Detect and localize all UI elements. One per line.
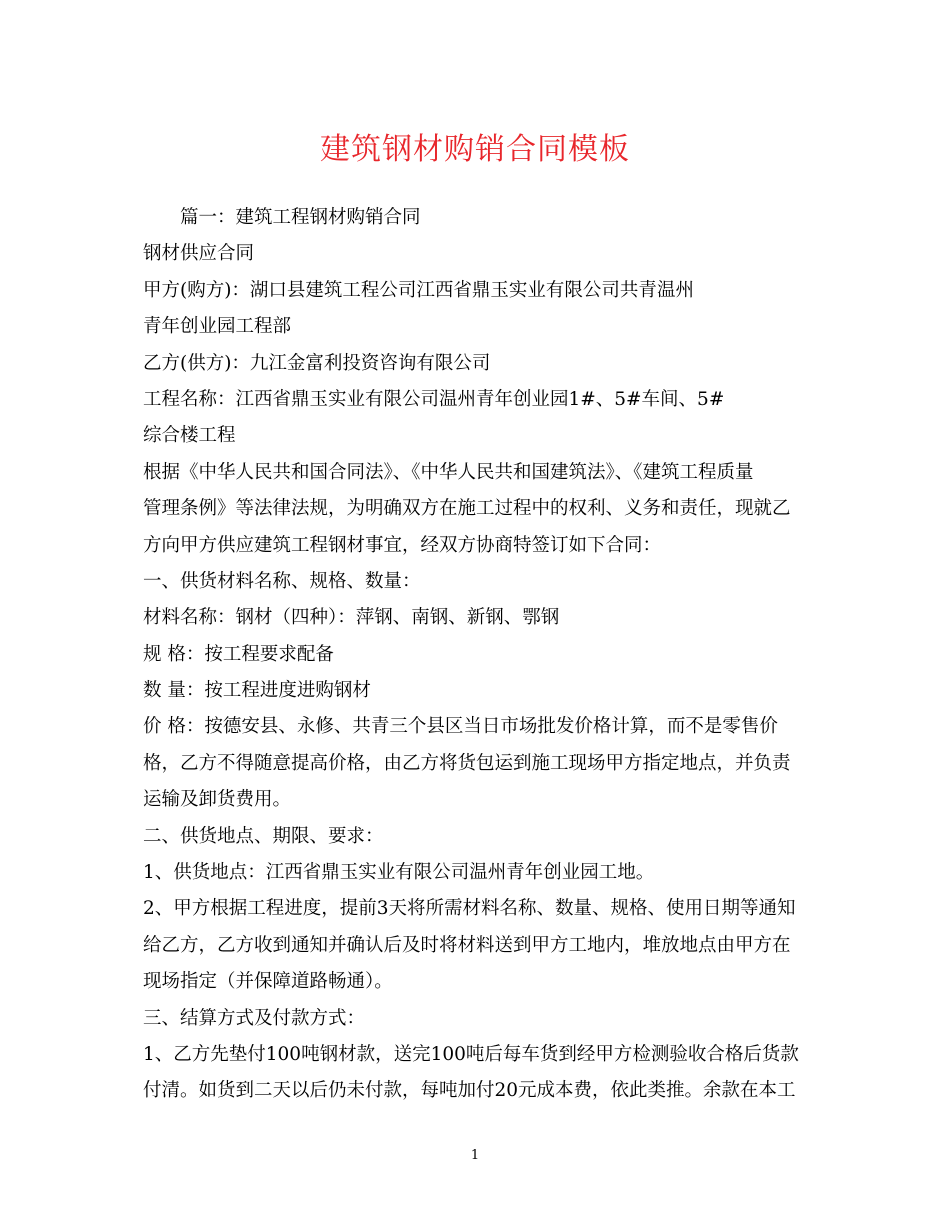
text-line: 现场指定（并保障道路畅通）。 bbox=[143, 971, 393, 993]
text-line: 1、供货地点：江西省鼎玉实业有限公司温州青年创业园工地。 bbox=[143, 862, 655, 884]
section-heading: 篇一：建筑工程钢材购销合同 bbox=[180, 207, 421, 228]
text-line: 价 格：按德安县、永修、共青三个县区当日市场批发价格计算，而不是零售价 bbox=[143, 716, 778, 738]
text-line: 乙方(供方)：九江金富利投资咨询有限公司 bbox=[143, 352, 491, 374]
text-line: 给乙方，乙方收到通知并确认后及时将材料送到甲方工地内，堆放地点由甲方在 bbox=[143, 934, 791, 956]
text-line: 规 格：按工程要求配备 bbox=[143, 643, 334, 665]
text-line: 格，乙方不得随意提高价格，由乙方将货包运到施工现场甲方指定地点，并负责 bbox=[143, 752, 791, 774]
document-body bbox=[143, 200, 813, 1110]
text-line: 数 量：按工程进度进购钢材 bbox=[143, 680, 371, 702]
text-line: 工程名称：江西省鼎玉实业有限公司温州青年创业园1#、5#车间、5# bbox=[143, 388, 725, 410]
text-line: 一、供货材料名称、规格、数量： bbox=[143, 570, 421, 592]
text-line: 管理条例》等法律法规，为明确双方在施工过程中的权利、义务和责任，现就乙 bbox=[143, 498, 791, 520]
document-title: 建筑钢材购销合同模板 bbox=[320, 132, 630, 167]
page-number: 1 bbox=[470, 1148, 480, 1163]
text-line: 根据《中华人民共和国合同法》、《中华人民共和国建筑法》、《建筑工程质量 bbox=[143, 461, 754, 483]
text-line: 付清。如货到二天以后仍未付款，每吨加付20元成本费，依此类推。余款在本工 bbox=[143, 1080, 796, 1102]
text-line: 三、结算方式及付款方式： bbox=[143, 1007, 366, 1029]
text-line: 材料名称：钢材（四种）：萍钢、南钢、新钢、鄂钢 bbox=[143, 607, 560, 629]
text-line: 方向甲方供应建筑工程钢材事宜，经双方协商特签订如下合同： bbox=[143, 534, 662, 556]
text-line: 综合楼工程 bbox=[143, 425, 236, 447]
text-line: 青年创业园工程部 bbox=[143, 316, 292, 338]
text-line: 2、甲方根据工程进度，提前3天将所需材料名称、数量、规格、使用日期等通知 bbox=[143, 898, 796, 920]
text-line: 甲方(购方)：湖口县建筑工程公司江西省鼎玉实业有限公司共青温州 bbox=[143, 279, 694, 301]
text-line: 运输及卸货费用。 bbox=[143, 789, 292, 811]
text-line: 1、乙方先垫付100吨钢材款，送完100吨后每车货到经甲方检测验收合格后货款 bbox=[143, 1043, 799, 1065]
text-line: 钢材供应合同 bbox=[143, 243, 255, 265]
text-line: 二、供货地点、期限、要求： bbox=[143, 825, 384, 847]
